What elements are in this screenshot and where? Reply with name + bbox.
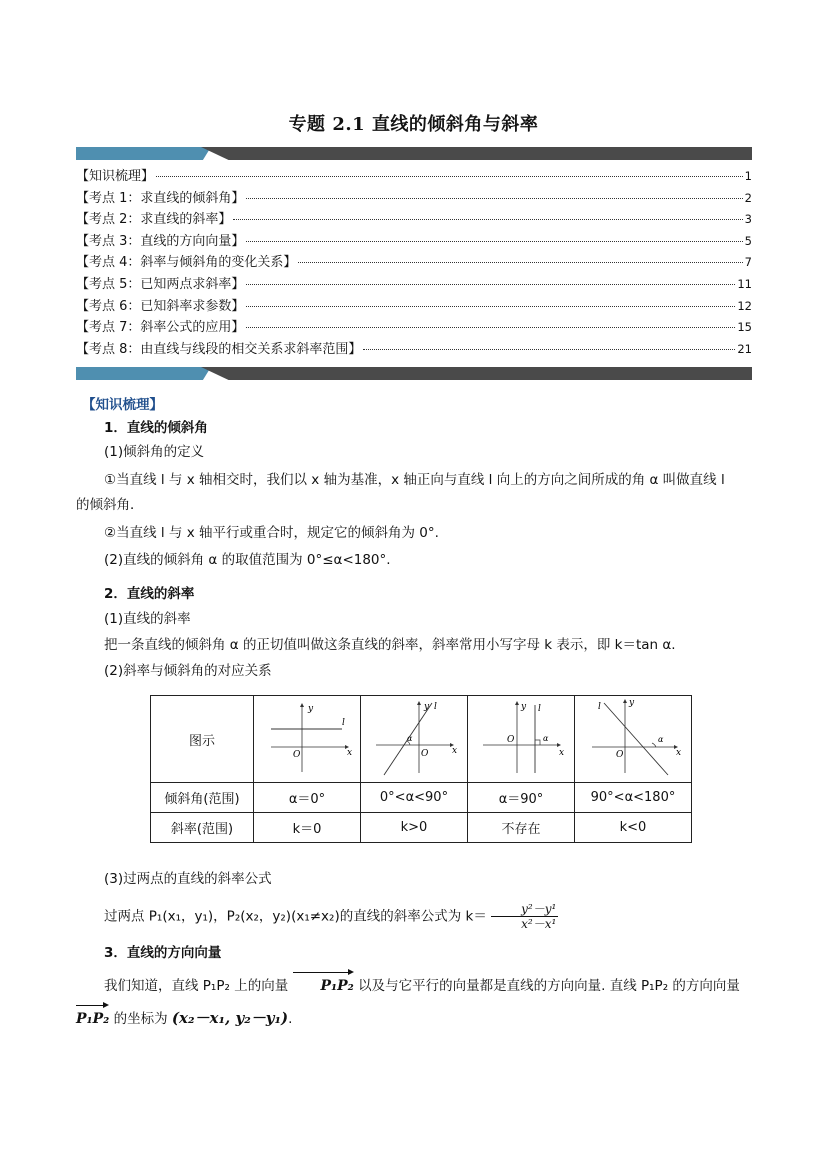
slope-cell-3: 不存在 — [468, 813, 575, 843]
toc-entry[interactable] — [76, 230, 752, 252]
section-heading-knowledge: 【知识梳理】 — [82, 397, 163, 413]
toc-page-number: 15 — [737, 320, 752, 335]
toc-entry-label: 【知识梳理】 — [76, 169, 155, 184]
vector-p1p2-2: P₁P₂ — [76, 1003, 109, 1030]
svg-text:x: x — [559, 748, 565, 758]
direction-vector-coord: (x₂－x₁, y₂－y₁) — [171, 1009, 289, 1027]
graph-cell-3 — [468, 696, 575, 783]
graph-vertical-line — [471, 697, 571, 777]
toc-entry-label: 【考点 5：已知两点求斜率】 — [76, 276, 245, 292]
s1-para1a: ①当直线 l 与 x 轴相交时，我们以 x 轴为基准，x 轴正向与直线 l 向上的方向之间所成的角 α 叫做直线 l — [104, 472, 725, 488]
s2-sub2: (2)斜率与倾斜角的对应关系 — [104, 663, 272, 679]
svg-text:O: O — [421, 749, 429, 759]
graph-negative-slope — [578, 697, 688, 777]
toc-entry-label: 【考点 3：直线的方向向量】 — [76, 233, 245, 249]
svg-text:x: x — [452, 746, 458, 756]
toc-leader-dots — [298, 262, 742, 263]
s2-sub3: (3)过两点的直线的斜率公式 — [104, 871, 272, 887]
svg-text:O: O — [616, 750, 624, 760]
svg-text:l: l — [598, 702, 601, 712]
s3-heading: 3．直线的方向向量 — [104, 945, 222, 961]
angle-cell-2: 0°<α<90° — [361, 783, 468, 813]
svg-text:α: α — [543, 734, 549, 743]
slope-cell-1: k＝0 — [254, 813, 361, 843]
table-of-contents — [76, 165, 752, 359]
svg-text:O: O — [507, 735, 515, 745]
toc-page-number: 1 — [744, 169, 752, 183]
toc-leader-dots — [246, 241, 742, 242]
graph-cell-4 — [575, 696, 692, 783]
slope-fraction: $\frac{\text{y²－y¹}}{\text{x²－x¹}}$ — [491, 902, 558, 931]
svg-text:y: y — [629, 698, 635, 708]
graph-cell-2 — [361, 696, 468, 783]
row-label-angle: 倾斜角(范围) — [151, 783, 254, 813]
s2-para3 — [76, 902, 752, 931]
toc-entry[interactable] — [76, 187, 752, 209]
s1-para1b: 的倾斜角． — [76, 497, 144, 513]
s2-para3-text: 过两点 P₁(x₁，y₁)，P₂(x₂，y₂)(x₁≠x₂)的直线的斜率公式为 k＝ — [104, 908, 487, 925]
toc-entry-label: 【考点 4：斜率与倾斜角的变化关系】 — [76, 255, 297, 271]
toc-leader-dots — [246, 306, 735, 307]
toc-entry[interactable] — [76, 165, 752, 187]
svg-text:l: l — [538, 704, 541, 714]
section-2-formula — [76, 868, 752, 931]
s2-para1: 把一条直线的倾斜角 α 的正切值叫做这条直线的斜率，斜率常用小写字母 k 表示，即 k＝tan α. — [104, 637, 676, 653]
graph-horizontal-line — [257, 697, 357, 777]
svg-text:α: α — [407, 734, 413, 743]
vector-p1p2: P₁P₂ — [293, 970, 354, 997]
s1-para2: ②当直线 l 与 x 轴平行或重合时，规定它的倾斜角为 0°. — [104, 525, 439, 541]
toc-leader-dots — [246, 284, 735, 285]
s1-sub2: (2)直线的倾斜角 α 的取值范围为 0°≤α<180°. — [104, 552, 391, 568]
svg-text:x: x — [347, 748, 353, 758]
toc-leader-dots — [246, 198, 742, 199]
s3-para2: P₁P₂ 的坐标为 (x₂－x₁, y₂－y₁). — [76, 1003, 752, 1030]
toc-page-number: 2 — [744, 190, 752, 205]
toc-entry-label: 【考点 1：求直线的倾斜角】 — [76, 190, 245, 206]
angle-cell-1: α＝0° — [254, 783, 361, 813]
s2-sub1: (1)直线的斜率 — [104, 611, 191, 627]
toc-page-number: 12 — [737, 298, 752, 313]
s3-para1: 我们知道，直线 P₁P₂ 上的向量 P₁P₂ 以及与它平行的向量都是直线的方向向量. 直线 P₁P₂ 的方向向量 — [76, 970, 752, 997]
toc-divider-bar — [76, 367, 752, 380]
angle-cell-4: 90°<α<180° — [575, 783, 692, 813]
toc-entry[interactable] — [76, 251, 752, 273]
toc-leader-dots — [233, 219, 742, 220]
toc-leader-dots — [363, 349, 735, 350]
graph-cell-1 — [254, 696, 361, 783]
toc-leader-dots — [246, 327, 735, 328]
toc-leader-dots — [156, 176, 743, 177]
toc-page-number: 11 — [737, 276, 752, 291]
svg-text:l: l — [342, 718, 345, 728]
s2-heading: 2．直线的斜率 — [104, 586, 195, 602]
toc-page-number: 21 — [737, 341, 752, 356]
toc-page-number: 3 — [744, 212, 752, 227]
toc-entry-label: 【考点 6：已知斜率求参数】 — [76, 298, 245, 314]
toc-entry[interactable] — [76, 208, 752, 230]
toc-entry[interactable] — [76, 316, 752, 338]
toc-entry[interactable] — [76, 273, 752, 295]
slope-cell-2: k>0 — [361, 813, 468, 843]
svg-text:O: O — [293, 750, 301, 760]
toc-entry-label: 【考点 7：斜率公式的应用】 — [76, 320, 245, 336]
section-2 — [76, 583, 752, 682]
svg-text:y: y — [308, 704, 314, 714]
section-3 — [76, 942, 752, 1030]
toc-entry[interactable] — [76, 338, 752, 360]
svg-text:y: y — [521, 702, 527, 712]
svg-text:y: y — [424, 702, 430, 712]
svg-text:l: l — [434, 702, 437, 712]
slope-angle-table — [150, 695, 692, 843]
s1-heading: 1．直线的倾斜角 — [104, 420, 208, 436]
toc-page-number: 5 — [744, 233, 752, 248]
row-label-slope: 斜率(范围) — [151, 813, 254, 843]
svg-text:x: x — [676, 748, 682, 758]
section-1 — [76, 417, 752, 571]
page-title: 专题 2.1 直线的倾斜角与斜率 — [288, 114, 539, 135]
toc-entry-label: 【考点 8：由直线与线段的相交关系求斜率范围】 — [76, 341, 362, 357]
toc-entry-label: 【考点 2：求直线的斜率】 — [76, 212, 232, 228]
row-label-graph: 图示 — [151, 696, 254, 783]
graph-positive-slope — [364, 697, 464, 777]
toc-entry[interactable] — [76, 295, 752, 317]
slope-cell-4: k<0 — [575, 813, 692, 843]
svg-text:α: α — [658, 735, 664, 744]
header-divider-bar — [76, 147, 752, 160]
angle-cell-3: α＝90° — [468, 783, 575, 813]
s1-sub1: (1)倾斜角的定义 — [104, 444, 205, 460]
toc-page-number: 7 — [744, 255, 752, 270]
